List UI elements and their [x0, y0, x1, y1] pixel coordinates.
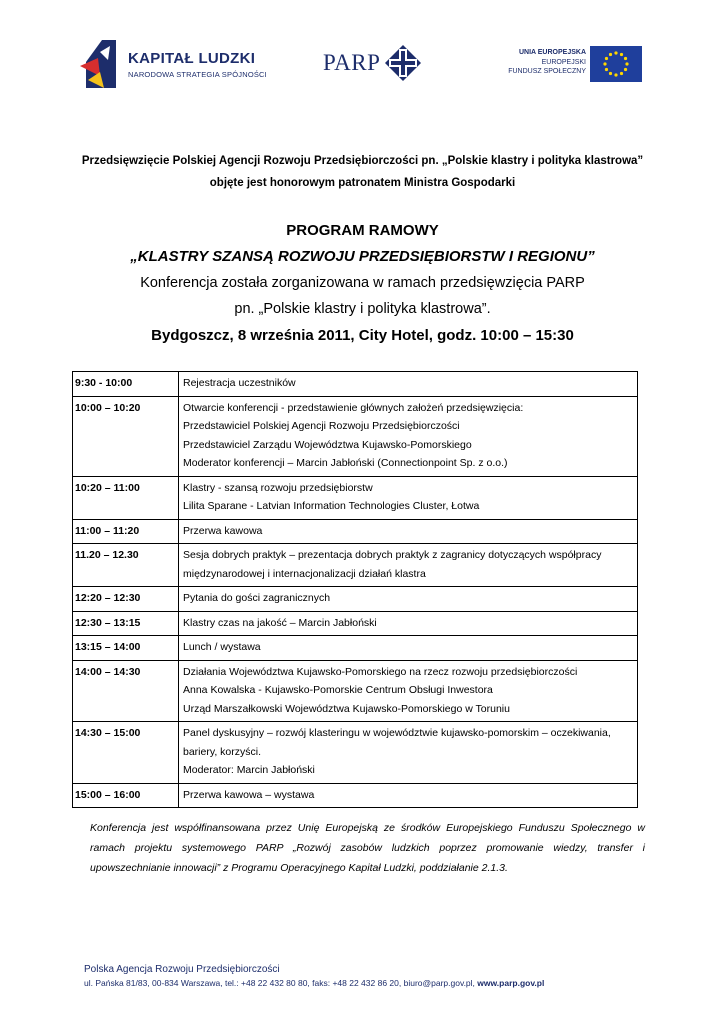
eu-star	[609, 72, 612, 75]
eu-star	[614, 73, 617, 76]
agenda-description	[179, 660, 638, 722]
agenda-description-line: bariery, korzyści.	[183, 745, 261, 758]
kapital-ludzki-subtitle: NARODOWA STRATEGIA SPÓJNOŚCI	[128, 70, 267, 79]
agenda-description-line: międzynarodowej i internacjonalizacji działań klastra	[183, 567, 426, 580]
agenda-row	[73, 396, 638, 476]
agenda-time: 11.20 – 12.30	[73, 544, 179, 587]
agenda-description	[179, 611, 638, 636]
agenda-description	[179, 544, 638, 587]
parp-name: PARP	[323, 50, 381, 75]
eu-line-2: EUROPEJSKI	[541, 58, 586, 66]
agenda-description-line: Moderator: Marcin Jabłoński	[183, 764, 315, 776]
agenda-description-line: Lilita Sparane - Latvian Information Technologies Cluster, Łotwa	[183, 500, 480, 512]
agenda-description-line: Panel dyskusyjny – rozwój klasteringu w województwie kujawsko-pomorskim – oczekiwania,	[183, 727, 611, 739]
agenda-description-line: Sesja dobrych praktyk – prezentacja dobrych praktyk z zagranicy dotyczących współpracy	[183, 549, 602, 561]
agenda-time: 11:00 – 11:20	[73, 519, 179, 544]
agenda-description-line: Rejestracja uczestników	[183, 377, 296, 389]
agenda-description	[179, 476, 638, 519]
agenda-row	[73, 519, 638, 544]
agenda-row	[73, 544, 638, 587]
eu-flag-icon	[590, 46, 642, 82]
agenda-description-line: Przerwa kawowa – wystawa	[183, 788, 315, 801]
agenda-table-body	[73, 372, 638, 808]
agenda-row	[73, 660, 638, 722]
patronage-intro: Przedsięwzięcie Polskiej Agencji Rozwoju Przedsiębiorczości pn. „Polskie klastry i polityka klastrowa” objęte jest honorowym patronatem Ministra Gospodarki	[81, 155, 644, 189]
organization-name: Polska Agencja Rozwoju Przedsiębiorczości	[84, 964, 280, 975]
agenda-description-line: Anna Kowalska - Kujawsko-Pomorskie Centrum Obsługi Inwestora	[183, 684, 493, 696]
conference-title: „KLASTRY SZANSĄ ROZWOJU PRZEDSIĘBIORSTW I REGIONU”	[130, 248, 595, 265]
conference-description-line-1: Konferencja została zorganizowana w ramach przedsięwzięcia PARP	[140, 275, 585, 291]
agenda-time: 15:00 – 16:00	[73, 783, 179, 808]
agenda-description-line: Lunch / wystawa	[183, 641, 261, 653]
eu-star	[603, 62, 606, 65]
conference-place-date: Bydgoszcz, 8 września 2011, City Hotel, godz. 10:00 – 15:30	[151, 327, 574, 344]
agenda-time: 9:30 - 10:00	[73, 372, 179, 397]
agenda-description-line: Moderator konferencji – Marcin Jabłoński (Connectionpoint Sp. z o.o.)	[183, 457, 508, 469]
organization-footer	[84, 963, 644, 990]
organization-contact	[84, 977, 644, 990]
contact-details: ul. Pańska 81/83, 00-834 Warszawa, tel.: +48 22 432 80 80, faks: +48 22 432 86 20, biuro@parp.gov.pl,	[84, 978, 478, 988]
kapital-ludzki-title: KAPITAŁ LUDZKI	[128, 50, 256, 67]
agenda-description-line: Przerwa kawowa	[183, 524, 263, 537]
agenda-time: 10:00 – 10:20	[73, 396, 179, 476]
agenda-time: 14:30 – 15:00	[73, 722, 179, 784]
agenda-row	[73, 783, 638, 808]
eu-line-1: UNIA EUROPEJSKA	[518, 49, 586, 56]
agenda-description	[179, 396, 638, 476]
program-label: PROGRAM RAMOWY	[286, 222, 439, 239]
agenda-description	[179, 722, 638, 784]
agenda-row	[73, 587, 638, 612]
eu-logo	[508, 44, 642, 84]
parp-mark-icon	[384, 44, 422, 82]
cofinancing-note: Konferencja jest współfinansowana przez Unię Europejską ze środków Europejskiego Funduszu Społecznego w ramach projektu systemowego PARP „Rozwój zasobów ludzkich poprzez promowanie wiedzy, transfer i upowszechnianie innowacji” z Programu Operacyjnego Kapitał Ludzki, poddziałanie 2.1.3.	[90, 822, 645, 874]
agenda-description-line: Klastry - szansą rozwoju przedsiębiorstw	[183, 481, 373, 494]
agenda-time: 14:00 – 14:30	[73, 660, 179, 722]
eu-line-3: FUNDUSZ SPOŁECZNY	[508, 68, 586, 75]
eu-caption	[508, 48, 586, 77]
agenda-description-line: Przedstawiciel Polskiej Agencji Rozwoju Przedsiębiorczości	[183, 420, 460, 432]
agenda-description	[179, 636, 638, 661]
header-logos	[80, 34, 650, 94]
agenda-time: 12:30 – 13:15	[73, 611, 179, 636]
agenda-description-line: Przedstawiciel Zarządu Województwa Kujawsko-Pomorskiego	[183, 438, 472, 451]
agenda-description-line: Pytania do gości zagranicznych	[183, 592, 331, 604]
agenda-description-line: Działania Województwa Kujawsko-Pomorskiego na rzecz rozwoju przedsiębiorczości	[183, 665, 578, 678]
eu-star	[624, 57, 627, 60]
agenda-description	[179, 372, 638, 397]
website-link[interactable]: www.parp.gov.pl	[477, 978, 545, 988]
agenda-row	[73, 722, 638, 784]
agenda-time: 12:20 – 12:30	[73, 587, 179, 612]
agenda-description	[179, 519, 638, 544]
eu-star	[625, 62, 628, 65]
agenda-row	[73, 372, 638, 397]
eu-star	[605, 57, 608, 60]
agenda-row	[73, 611, 638, 636]
agenda-description-line: Urząd Marszałkowski Województwa Kujawsko-Pomorskiego w Toruniu	[183, 702, 510, 715]
kapital-ludzki-mark-icon	[80, 36, 120, 92]
eu-star	[605, 68, 608, 71]
agenda-time: 13:15 – 14:00	[73, 636, 179, 661]
kapital-ludzki-logo	[80, 36, 270, 92]
conference-description-line-2: pn. „Polskie klastry i polityka klastrowa”.	[234, 301, 491, 317]
eu-star	[624, 68, 627, 71]
eu-star	[620, 72, 623, 75]
agenda-table	[72, 371, 638, 808]
eu-star	[620, 53, 623, 56]
eu-star	[609, 53, 612, 56]
agenda-row	[73, 636, 638, 661]
agenda-description-line: Klastry czas na jakość – Marcin Jabłoński	[183, 616, 377, 629]
agenda-description-line: Otwarcie konferencji - przedstawienie głównych założeń przedsięwzięcia:	[183, 401, 524, 414]
agenda-row	[73, 476, 638, 519]
eu-star	[614, 51, 617, 54]
parp-logo	[323, 44, 423, 84]
program-heading	[60, 218, 665, 350]
agenda-description	[179, 783, 638, 808]
agenda-description	[179, 587, 638, 612]
agenda-time: 10:20 – 11:00	[73, 476, 179, 519]
